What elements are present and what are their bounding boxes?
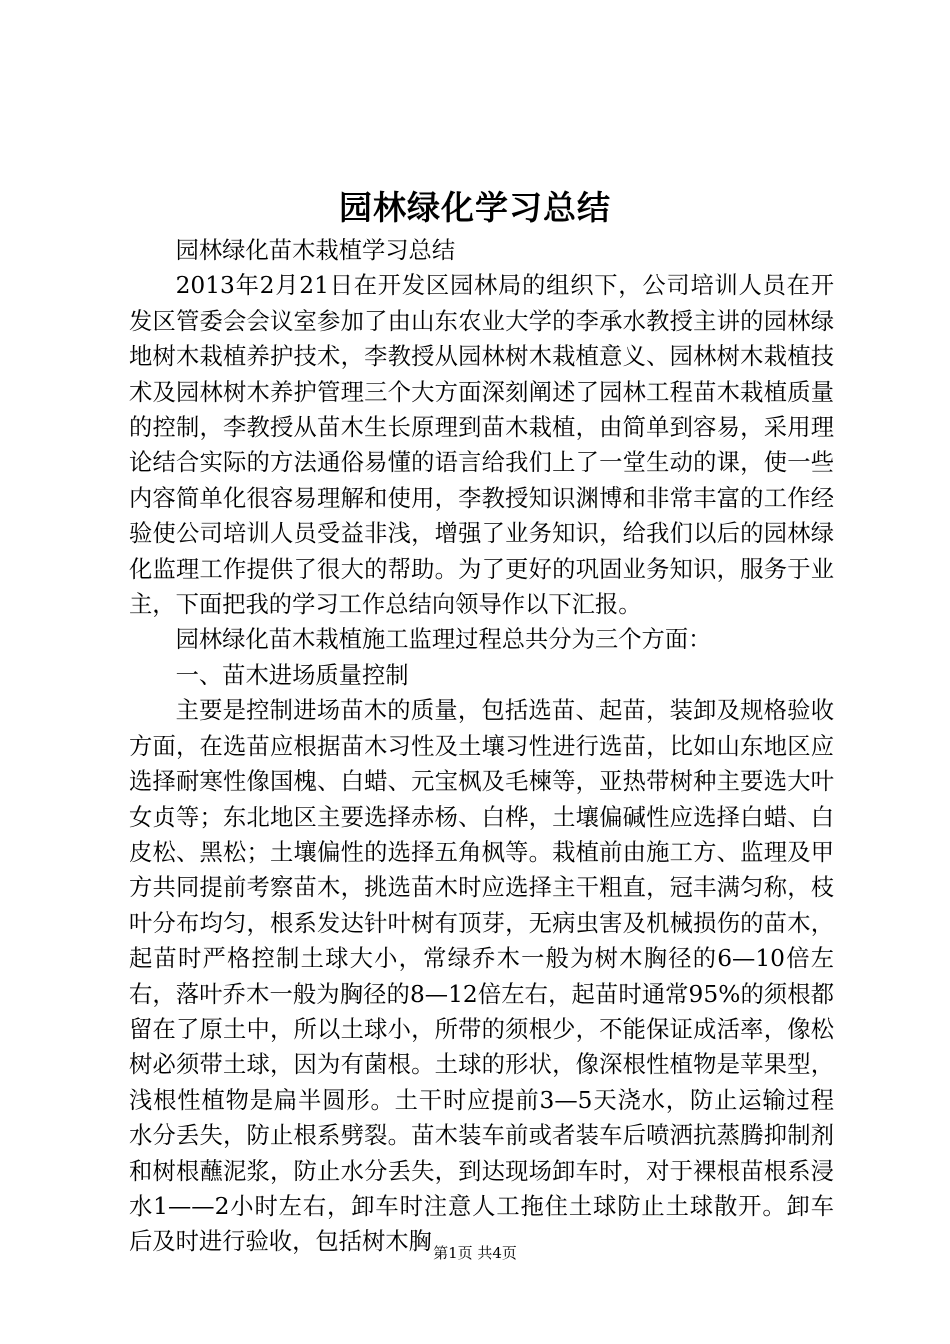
body-paragraph: 2013年2月21日在开发区园林局的组织下，公司培训人员在开发区管委会会议室参加了由山东农业大学的李承水教授主讲的园林绿地树木栽植养护技术，李教授从园林树木栽植意义、园林树木栽植技术及园林树木养护管理三个大方面深刻阐述了园林工程苗木栽植质量的控制，李教授从苗木生长原理到苗木栽植，由简单到容易，采用理论结合实际的方法通俗易懂的语言给我们上了一堂生动的课，使一些内容简单化很容易理解和使用，李教授知识渊博和非常丰富的工作经验使公司培训人员受益非浅，增强了业务知识，给我们以后的园林绿化监理工作提供了很大的帮助。为了更好的巩固业务知识，服务于业主，下面把我的学习工作总结向领导作以下汇报。: [129, 272, 834, 619]
body-paragraph: 园林绿化苗木栽植施工监理过程总共分为三个方面：: [175, 626, 712, 654]
body-paragraph: 主要是控制进场苗木的质量，包括选苗、起苗，装卸及规格验收方面，在选苗应根据苗木习性及土壤习性进行选苗，比如山东地区应选择耐寒性像国槐、白蜡、元宝枫及毛楝等，亚热带树种主要选大叶女贞等；东北地区主要选择赤杨、白桦，土壤偏碱性应选择白蜡、白皮松、黑松；土壤偏性的选择五角枫等。栽植前由施工方、监理及甲方共同提前考察苗木，挑选苗木时应选择主干粗直，冠丰满匀称，枝叶分布均匀，根系发达针叶树有顶芽，无病虫害及机械损伤的苗木，起苗时严格控制土球大小，常绿乔木一般为树木胸径的6—10倍左右，落叶乔木一般为胸径的8—12倍左右，起苗时通常95%的须根都留在了原土中，所以土球小，所带的须根少，不能保证成活率，像松树必须带土球，因为有菌根。土球的形状，像深根性植物是苹果型，浅根性植物是扁半圆形。土干时应提前3—5天浇水，防止运输过程水分丢失，防止根系劈裂。苗木装车前或者装车后喷洒抗蒸腾抑制剂和树根蘸泥浆，防止水分丢失，到达现场卸车时，对于裸根苗根系浸水1——2小时左右，卸车时注意人工拖住土球防止土球散开。卸车后及时进行验收，包括树木胸: [129, 697, 834, 1256]
body-paragraph: 园林绿化苗木栽植学习总结: [175, 237, 456, 264]
page-footer: 第1页 共4页: [433, 1244, 517, 1262]
document-title: 园林绿化学习总结: [339, 188, 611, 227]
document-body: [129, 233, 834, 1260]
body-paragraph: 一、苗木进场质量控制: [175, 661, 409, 689]
